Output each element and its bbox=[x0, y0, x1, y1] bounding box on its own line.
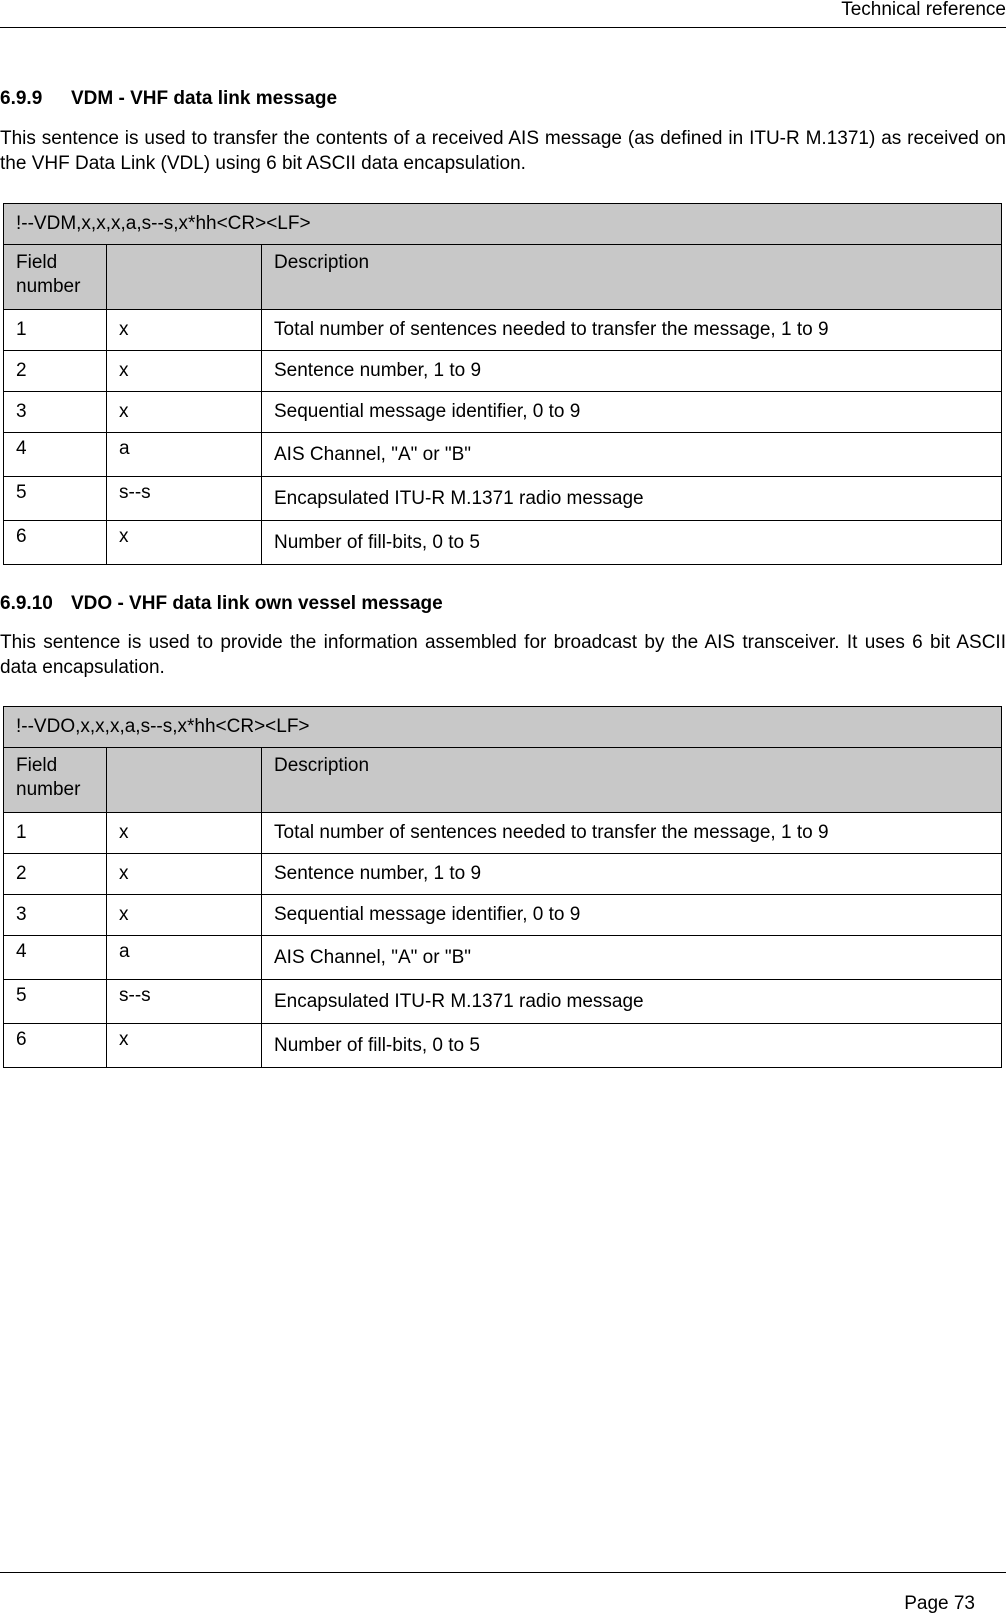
table-row bbox=[4, 1024, 1002, 1068]
field-format: x bbox=[107, 310, 262, 351]
header-rule bbox=[0, 27, 1006, 28]
field-description: Sequential message identifier, 0 to 9 bbox=[262, 895, 1002, 936]
field-number: 3 bbox=[4, 392, 107, 433]
field-format: x bbox=[107, 392, 262, 433]
field-description: AIS Channel, "A" or "B" bbox=[262, 936, 1002, 980]
header-description: Description bbox=[262, 245, 1002, 310]
section-number: 6.9.10 bbox=[0, 593, 53, 614]
field-description: Encapsulated ITU-R M.1371 radio message bbox=[262, 477, 1002, 521]
section-heading-vdo bbox=[0, 593, 443, 615]
field-number: 1 bbox=[4, 310, 107, 351]
table-header-row bbox=[4, 748, 1002, 813]
field-format: x bbox=[107, 1024, 262, 1068]
field-number: 1 bbox=[4, 813, 107, 854]
table-sentence-row bbox=[4, 707, 1002, 748]
page-number: Page 73 bbox=[904, 1593, 975, 1614]
section-heading-vdm bbox=[0, 88, 337, 110]
field-number: 5 bbox=[4, 980, 107, 1024]
table-row bbox=[4, 521, 1002, 565]
field-description: Sentence number, 1 to 9 bbox=[262, 351, 1002, 392]
table-row bbox=[4, 477, 1002, 521]
table-row bbox=[4, 813, 1002, 854]
table-row bbox=[4, 980, 1002, 1024]
field-format: s--s bbox=[107, 980, 262, 1024]
field-format: s--s bbox=[107, 477, 262, 521]
field-format: x bbox=[107, 813, 262, 854]
header-field-number: Field number bbox=[4, 245, 107, 310]
section-number: 6.9.9 bbox=[0, 88, 43, 109]
field-description: Sequential message identifier, 0 to 9 bbox=[262, 392, 1002, 433]
sentence-format: !--VDO,x,x,x,a,s--s,x*hh<CR><LF> bbox=[4, 707, 1002, 748]
table-row bbox=[4, 351, 1002, 392]
section-title: VDM - VHF data link message bbox=[71, 88, 338, 109]
header-description: Description bbox=[262, 748, 1002, 813]
field-number: 6 bbox=[4, 521, 107, 565]
field-format: x bbox=[107, 521, 262, 565]
field-description: Sentence number, 1 to 9 bbox=[262, 854, 1002, 895]
section-paragraph-vdm: This sentence is used to transfer the contents of a received AIS message (as defined in ITU-R M.1371) as received on the VHF Data Link (VDL) using 6 bit ASCII data encapsulation. bbox=[0, 128, 1006, 174]
field-description: Number of fill-bits, 0 to 5 bbox=[262, 1024, 1002, 1068]
field-number: 4 bbox=[4, 433, 107, 477]
table-row bbox=[4, 854, 1002, 895]
field-number: 6 bbox=[4, 1024, 107, 1068]
field-number: 2 bbox=[4, 351, 107, 392]
field-format: x bbox=[107, 351, 262, 392]
table-row bbox=[4, 310, 1002, 351]
vdm-field-table bbox=[3, 203, 1002, 565]
field-description: Number of fill-bits, 0 to 5 bbox=[262, 521, 1002, 565]
vdo-field-table bbox=[3, 706, 1002, 1068]
header-format bbox=[107, 748, 262, 813]
field-format: x bbox=[107, 854, 262, 895]
field-number: 5 bbox=[4, 477, 107, 521]
table-row bbox=[4, 433, 1002, 477]
header-format bbox=[107, 245, 262, 310]
table-row bbox=[4, 895, 1002, 936]
field-format: a bbox=[107, 936, 262, 980]
field-number: 4 bbox=[4, 936, 107, 980]
table-row bbox=[4, 936, 1002, 980]
field-format: a bbox=[107, 433, 262, 477]
running-header-title: Technical reference bbox=[841, 0, 1006, 20]
table-row bbox=[4, 392, 1002, 433]
table-header-row bbox=[4, 245, 1002, 310]
footer-rule bbox=[0, 1572, 1006, 1573]
field-description: Encapsulated ITU-R M.1371 radio message bbox=[262, 980, 1002, 1024]
field-description: AIS Channel, "A" or "B" bbox=[262, 433, 1002, 477]
header-field-number: Field number bbox=[4, 748, 107, 813]
field-number: 2 bbox=[4, 854, 107, 895]
field-description: Total number of sentences needed to transfer the message, 1 to 9 bbox=[262, 310, 1002, 351]
table-sentence-row bbox=[4, 204, 1002, 245]
field-description: Total number of sentences needed to transfer the message, 1 to 9 bbox=[262, 813, 1002, 854]
field-format: x bbox=[107, 895, 262, 936]
sentence-format: !--VDM,x,x,x,a,s--s,x*hh<CR><LF> bbox=[4, 204, 1002, 245]
section-paragraph-vdo: This sentence is used to provide the information assembled for broadcast by the AIS transceiver. It uses 6 bit ASCII data encapsulation. bbox=[0, 632, 1006, 678]
field-number: 3 bbox=[4, 895, 107, 936]
section-title: VDO - VHF data link own vessel message bbox=[71, 593, 443, 614]
